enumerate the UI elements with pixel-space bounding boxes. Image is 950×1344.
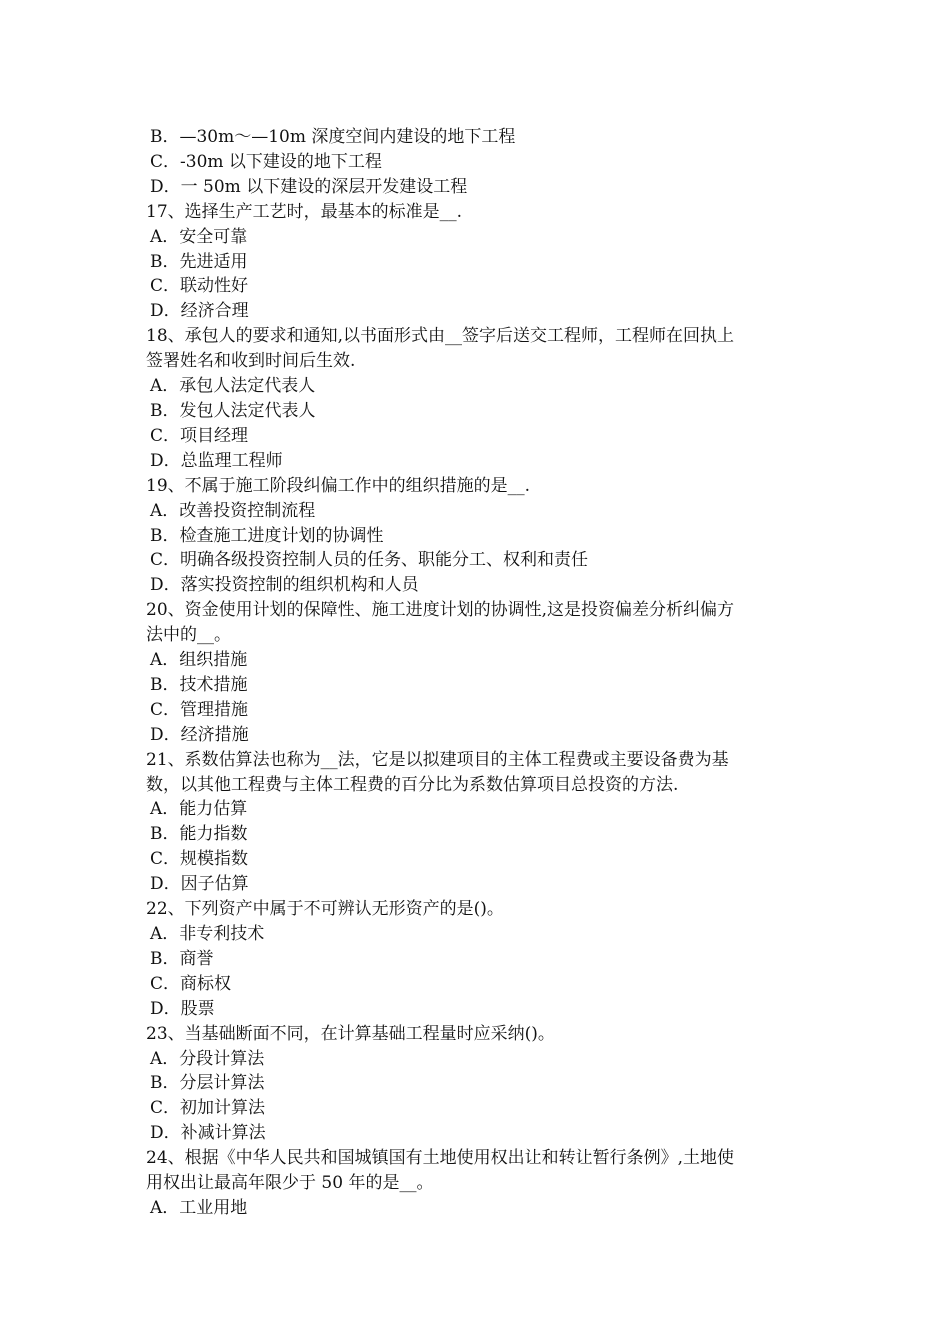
option-line: A．工业用地 (150, 1197, 248, 1218)
question-line: 22、下列资产中属于不可辨认无形资产的是()。 (146, 899, 504, 920)
question-line: 签署姓名和收到时间后生效. (146, 351, 356, 372)
document-page (146, 125, 810, 1221)
question-line: 用权出让最高年限少于 50 年的是__。 (146, 1173, 434, 1194)
option-line: D．经济措施 (150, 724, 249, 745)
option-line: C．联动性好 (150, 276, 249, 297)
option-line: B．先进适用 (150, 251, 248, 272)
option-line: D．落实投资控制的组织机构和人员 (150, 575, 419, 596)
option-line: C．管理措施 (150, 699, 249, 720)
option-line: B．—30m～—10m 深度空间内建设的地下工程 (150, 127, 516, 147)
option-line: B．发包人法定代表人 (150, 400, 316, 421)
option-line: A．能力估算 (150, 799, 248, 820)
option-line: D．总监理工程师 (150, 450, 283, 471)
option-line: D．因子估算 (150, 874, 249, 895)
option-line: A．安全可靠 (150, 226, 248, 247)
option-line: C．-30m 以下建设的地下工程 (150, 151, 382, 172)
option-line: A．改善投资控制流程 (150, 500, 316, 521)
option-line: D．补减计算法 (150, 1123, 266, 1144)
option-line: A．非专利技术 (150, 924, 265, 944)
option-line: B．技术措施 (150, 674, 248, 695)
option-line: D．股票 (150, 998, 215, 1019)
option-line: C．初加计算法 (150, 1098, 266, 1119)
option-line: B．分层计算法 (150, 1073, 265, 1094)
option-line: B．检查施工进度计划的协调性 (150, 525, 384, 546)
option-line: B．商誉 (150, 948, 214, 969)
question-line: 24、根据《中华人民共和国城镇国有土地使用权出让和转让暂行条例》,土地使 (146, 1148, 735, 1169)
option-line: C．明确各级投资控制人员的任务、职能分工、权利和责任 (150, 550, 589, 571)
question-line: 19、不属于施工阶段纠偏工作中的组织措施的是__. (146, 475, 531, 496)
option-line: A．组织措施 (150, 650, 248, 671)
question-line: 20、资金使用计划的保障性、施工进度计划的协调性,这是投资偏差分析纠偏方 (146, 600, 735, 621)
option-line: D．经济合理 (150, 301, 249, 322)
option-line: A．分段计算法 (150, 1048, 265, 1069)
question-line: 法中的__。 (146, 625, 231, 646)
option-line: B．能力指数 (150, 824, 248, 845)
question-line: 18、承包人的要求和通知,以书面形式由__签字后送交工程师，工程师在回执上 (146, 326, 735, 347)
question-line: 21、系数估算法也称为__法，它是以拟建项目的主体工程费或主要设备费为基 (146, 749, 729, 770)
option-line: C．商标权 (150, 973, 232, 994)
option-line: C．规模指数 (150, 849, 249, 870)
question-line: 数，以其他工程费与主体工程费的百分比为系数估算项目总投资的方法. (146, 774, 679, 795)
question-line: 23、当基础断面不同，在计算基础工程量时应采纳()。 (146, 1023, 555, 1044)
option-line: A．承包人法定代表人 (150, 376, 316, 397)
question-line: 17、选择生产工艺时，最基本的标准是__. (146, 201, 463, 222)
option-line: C．项目经理 (150, 425, 249, 446)
option-line: D．一 50m 以下建设的深层开发建设工程 (150, 176, 468, 197)
